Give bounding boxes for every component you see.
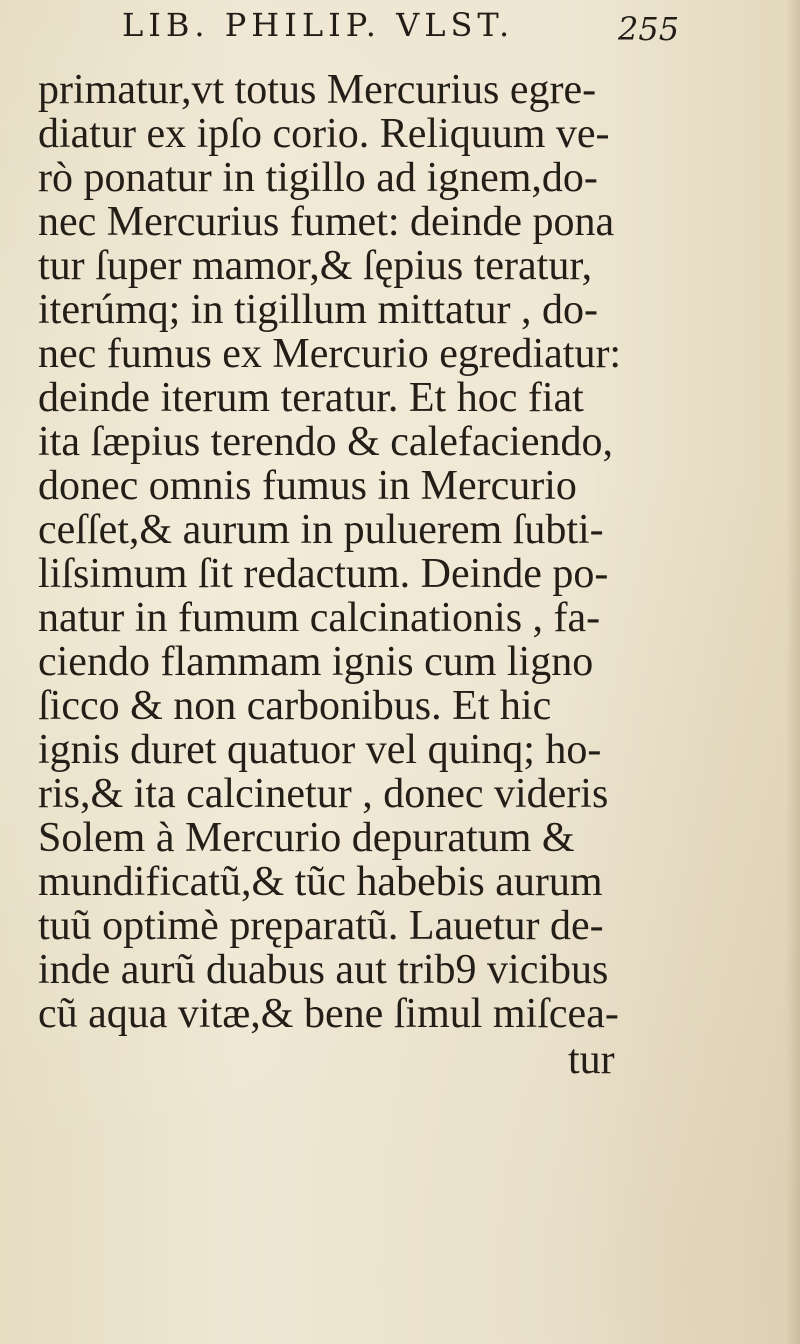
text-line: deinde iterum teratur. Et hoc fiat (38, 375, 584, 421)
text-line: iterúmq; in tigillum mittatur , do- (38, 287, 598, 333)
text-line: primatur,vt totus Mercurius egre- (38, 67, 597, 113)
catchword: tur (568, 1037, 615, 1083)
text-line: ita ſæpius terendo & calefaciendo, (38, 419, 613, 465)
text-line: inde aurũ duabus aut trib9 vicibus (38, 947, 609, 993)
text-line: ciendo flammam ignis cum ligno (38, 639, 594, 685)
text-line: nec fumus ex Mercurio egrediatur: (38, 331, 622, 377)
text-line: natur in fumum calcinationis , fa- (38, 595, 601, 641)
text-line: ris,& ita calcinetur , donec videris (38, 771, 609, 817)
text-line: ceſſet,& aurum in puluerem ſubti- (38, 507, 604, 553)
text-line: cũ aqua vitæ,& bene ſimul miſcea- (38, 991, 619, 1037)
text-line: rò ponatur in tigillo ad ignem,do- (38, 155, 598, 201)
text-line: ignis duret quatuor vel quinq; ho- (38, 727, 602, 773)
text-line: donec omnis fumus in Mercurio (38, 463, 577, 509)
text-line: liſsimum ſit redactum. Deinde po- (38, 551, 609, 597)
text-line: ſicco & non carbonibus. Et hic (38, 683, 552, 729)
text-line: mundificatũ,& tũc habebis aurum (38, 859, 603, 905)
text-line: tur ſuper mamor,& ſępius teratur, (38, 243, 593, 289)
text-line: nec Mercurius fumet: deinde pona (38, 199, 615, 245)
text-line: tuũ optimè pręparatũ. Lauetur de- (38, 903, 604, 949)
text-line: Solem à Mercurio depuratum & (38, 815, 575, 861)
page-number: 255 (618, 10, 680, 48)
text-line: diatur ex ipſo corio. Reliquum ve- (38, 111, 610, 157)
running-title: LIB. PHILIP. VLST. (122, 6, 515, 44)
